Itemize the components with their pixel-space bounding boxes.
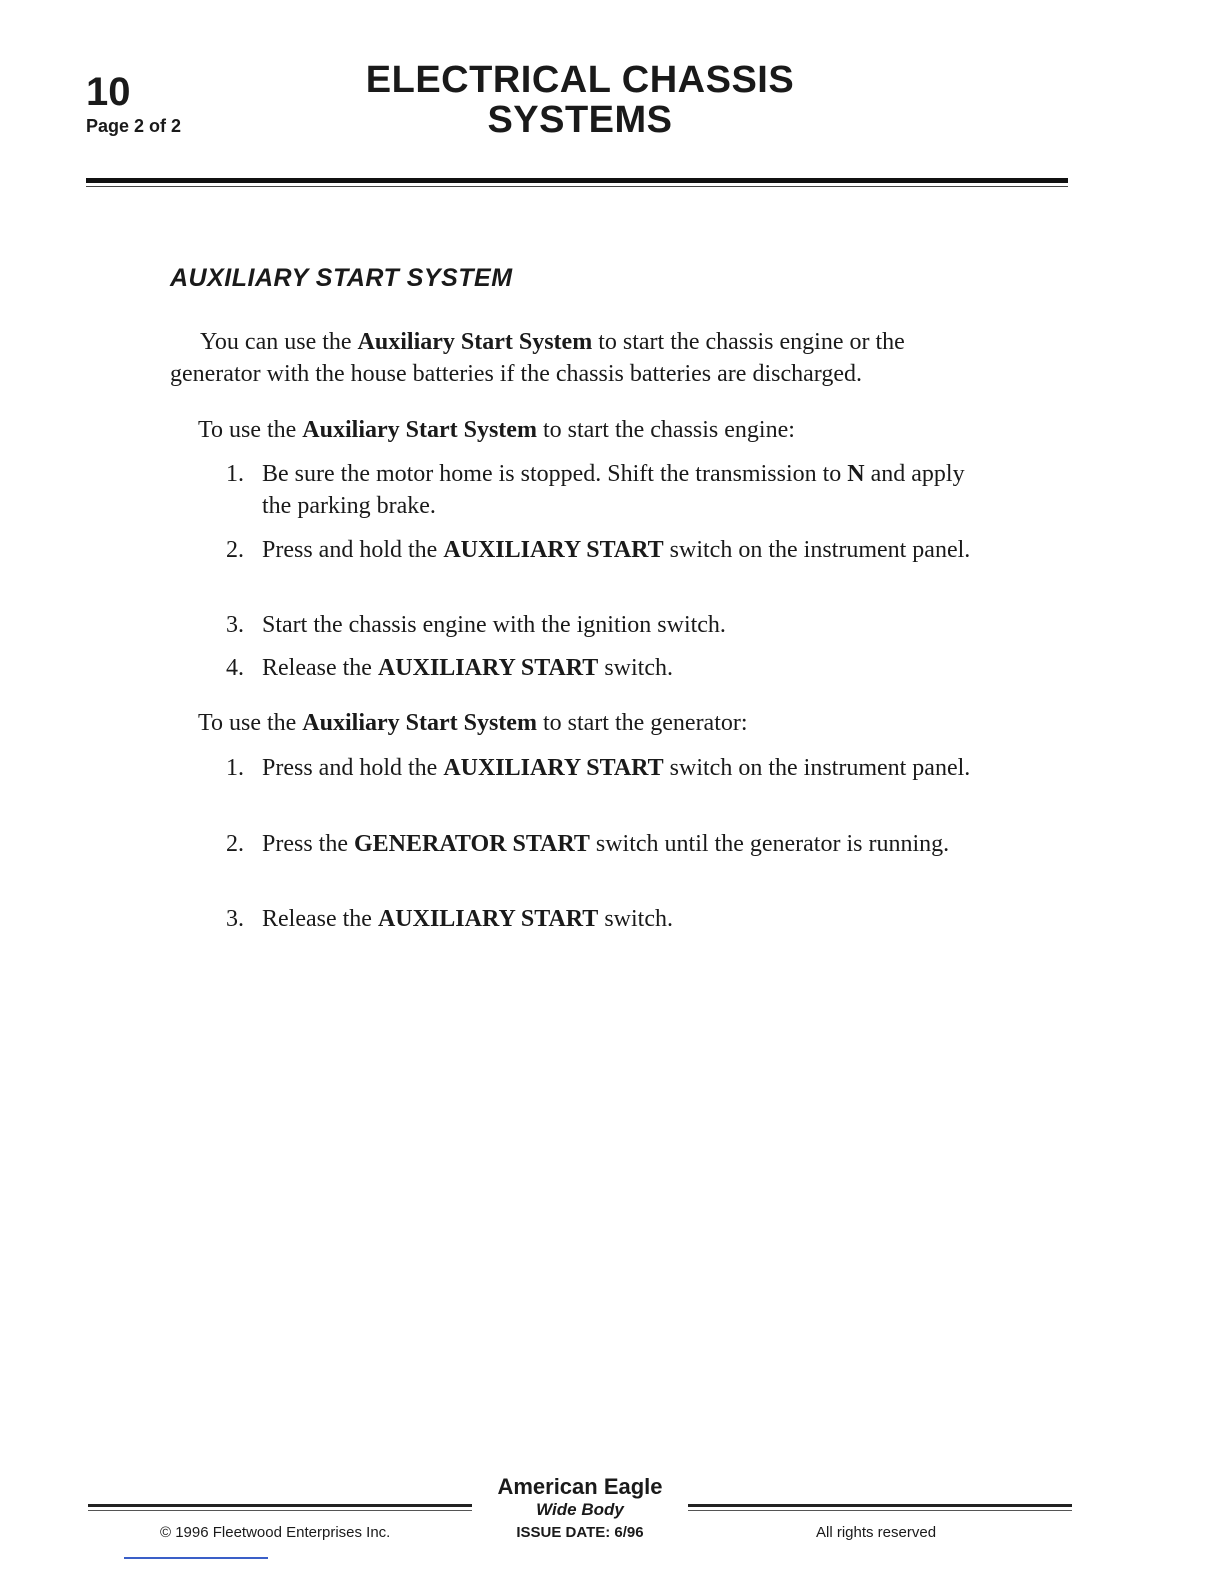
step-text-bold: AUXILIARY START: [377, 906, 599, 932]
step-text: [262, 458, 986, 522]
step-number: 3.: [226, 612, 244, 638]
step-text-bold: GENERATOR START: [354, 831, 590, 857]
scan-underline-mark: [124, 1557, 268, 1559]
step-text-bold: N: [847, 461, 865, 487]
footer-rule-left: [88, 1504, 472, 1507]
intro-text-post: to start the chassis engine or the generator with the house batteries if the chassis batteries are discharged.: [170, 329, 905, 387]
footer-issue-date: ISSUE DATE: 6/96: [516, 1524, 644, 1541]
step-text-part: Release the: [262, 655, 378, 681]
step-text: [262, 903, 986, 935]
step-text-part: switch on the instrument panel.: [663, 755, 971, 781]
generator-lead-pre: To use the: [198, 710, 303, 736]
step-text-part: Press the: [262, 831, 354, 857]
step-text: [262, 534, 986, 566]
step-number: 4.: [226, 655, 244, 681]
header-rule-thin: [86, 186, 1068, 187]
header-rule: [86, 178, 1068, 183]
step-text-part: Press and hold the: [262, 755, 444, 781]
step-text-part: Start the chassis engine with the ignition switch.: [262, 612, 726, 638]
step-number: 1.: [226, 461, 244, 487]
engine-step-1: [226, 458, 986, 522]
engine-lead-post: to start the chassis engine:: [536, 417, 795, 443]
footer-copyright: © 1996 Fleetwood Enterprises Inc.: [160, 1524, 391, 1541]
generator-lead: [198, 707, 748, 739]
engine-step-2: [226, 534, 986, 566]
generator-step-3: [226, 903, 986, 935]
footer-model: Wide Body: [536, 1500, 624, 1519]
footer-brand: American Eagle: [497, 1474, 663, 1499]
engine-step-3: [226, 609, 986, 641]
step-text-bold: AUXILIARY START: [377, 655, 599, 681]
step-text: [262, 828, 986, 860]
generator-step-1: [226, 752, 986, 784]
generator-lead-post: to start the generator:: [536, 710, 748, 736]
step-text-part: Press and hold the: [262, 537, 444, 563]
chapter-number: 10: [86, 70, 131, 114]
step-text-part: switch.: [598, 906, 673, 932]
footer-rule-right-thin: [688, 1510, 1072, 1511]
engine-step-4: [226, 652, 986, 684]
intro-paragraph: [170, 326, 990, 390]
step-text-part: switch.: [598, 655, 673, 681]
page-indicator: Page 2 of 2: [86, 116, 182, 136]
step-text-part: and apply the parking brake.: [262, 461, 965, 519]
engine-lead-bold: Auxiliary Start System: [302, 417, 537, 443]
generator-step-2: [226, 828, 986, 860]
section-title: AUXILIARY START SYSTEM: [170, 264, 513, 292]
step-text-bold: AUXILIARY START: [443, 755, 664, 781]
step-text: [262, 652, 986, 684]
step-text-part: Release the: [262, 906, 378, 932]
engine-lead-pre: To use the: [198, 417, 303, 443]
generator-lead-bold: Auxiliary Start System: [302, 710, 537, 736]
step-text-part: switch until the generator is running.: [589, 831, 950, 857]
intro-text-bold: Auxiliary Start System: [357, 329, 593, 355]
page-title-line1: ELECTRICAL CHASSIS: [365, 59, 795, 101]
step-text: [262, 609, 986, 641]
page-title-line2: SYSTEMS: [487, 99, 673, 141]
step-number: 2.: [226, 831, 244, 857]
footer-rule-right: [688, 1504, 1072, 1507]
step-text-part: switch on the instrument panel.: [663, 537, 971, 563]
step-text-bold: AUXILIARY START: [443, 537, 664, 563]
engine-lead: [198, 414, 795, 446]
footer-rights: All rights reserved: [816, 1524, 937, 1541]
intro-text-pre: You can use the: [200, 329, 358, 355]
step-number: 1.: [226, 755, 244, 781]
step-text: [262, 752, 986, 784]
page-title: [300, 60, 860, 140]
step-number: 2.: [226, 537, 244, 563]
step-number: 3.: [226, 906, 244, 932]
step-text-part: Be sure the motor home is stopped. Shift the transmission to: [262, 461, 848, 487]
footer-rule-left-thin: [88, 1510, 472, 1511]
